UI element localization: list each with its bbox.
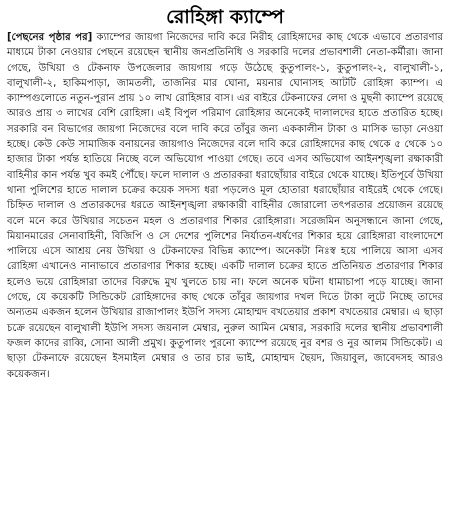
article-headline: রোহিঙ্গা ক্যাম্পে: [166, 6, 284, 28]
article-body: [7, 30, 443, 382]
continuation-tag: [পেছনের পৃষ্ঠার পর]: [7, 32, 93, 43]
article-body-text: ক্যাম্পের জায়গা নিজেদের দাবি করে নিরীহ রোহিঙ্গাদের কাছ থেকে এভাবে প্রতারণার মাধ্যমে টাকা নেওয়ার পেছনে রয়েছেন স্থানীয় জনপ্রতিনিধি ও সরকারি দলের প্রভাবশালী নেতা-কর্মীরা। জানা গেছে, উখিয়া ও টেকনাফ উপজেলার জায়গায় গড়ে উঠেছে কুতুপালং-১, কুতুপালং-২, বালুখালী-১, বালুখালী-২, হাকিমপাড়া, জামতলী, তাজনির মার ঘোনা, ময়নার ঘোনাসহ আটটি রোহিঙ্গা ক্যাম্প। এ ক্যাম্পগুলোতে নতুন-পুরান প্রায় ১০ লাখ রোহিঙ্গার বাস। এর বাইরে টেকনাফের লেদা ও মুছনী ক্যাম্পে রয়েছে আরও প্রায় ৩ লাখের বেশি রোহিঙ্গা। এই বিপুল পরিমাণ রোহিঙ্গার অনেকেই দালালদের হাতে প্রতারিত হচ্ছে। সরকারি বন বিভাগের জায়গা নিজেদের বলে দাবি করে তাঁবুর জন্য এককালীন টাকা ও মাসিক ভাড়া নেওয়া হচ্ছে। কেউ কেউ সামাজিক বনায়নের জায়গাও নিজেদের বলে দাবি করে রোহিঙ্গাদের কাছ থেকে ৫ থেকে ১০ হাজার টাকা পর্যন্ত হাতিয়ে নিচ্ছে বলে অভিযোগ পাওয়া গেছে। তবে এসব অভিযোগ আইনশৃঙ্খলা রক্ষাকারী বাহিনীর কান পর্যন্ত খুব কমই পৌঁছে। ফলে দালাল ও প্রতারকরা ধরাছোঁয়ার বাইরে থেকে যাচ্ছে। ইতিপূর্বে উখিয়া থানা পুলিশের হাতে দালাল চক্রের কয়েক সদস্য ধরা পড়লেও মূল হোতারা ধরাছোঁয়ার বাইরেই থেকে গেছে। চিহ্নিত দালাল ও প্রতারকদের ধরতে আইনশৃঙ্খলা রক্ষাকারী বাহিনীর জোরালো তৎপরতার প্রয়োজন রয়েছে বলে মনে করে উখিয়ার সচেতন মহল ও প্রতারণার শিকার রোহিঙ্গারা। সরেজমিন অনুসন্ধানে জানা গেছে, মিয়ানমারের সেনাবাহিনী, বিজিপি ও সে দেশের পুলিশের নির্যাতন-ধর্ষণের শিকার হয়ে রোহিঙ্গারা বাংলাদেশে পালিয়ে এসে আশ্রয় নেয় উখিয়া ও টেকনাফের বিভিন্ন ক্যাম্পে। অনেকটা নিঃস্ব হয়ে পালিয়ে আসা এসব রোহিঙ্গা এখানেও নানাভাবে প্রতারণার শিকার হচ্ছে। একটি দালাল চক্রের হাতে প্রতিনিয়ত প্রতারণার শিকার হলেও ভয়ে রোহিঙ্গারা তাদের বিরুদ্ধে মুখ খুলতে চায় না। ফলে অনেক ঘটনা ধামাচাপা পড়ে যাচ্ছে। জানা গেছে, যে কয়েকটি সিন্ডিকেট রোহিঙ্গাদের কাছ থেকে তাঁবুর জায়গার দখল দিতে টাকা লুটে নিচ্ছে তাদের অন্যতম একজন হলেন উখিয়ার রাজাপালং ইউপি সদস্য মোহাম্মদ বখতেয়ার প্রকাশ বখতেয়ার মেম্বার। এ ছাড়া চক্রে রয়েছেন বালুখালী ইউপি সদস্য জয়নাল মেম্বার, নুরুল আমিন মেম্বার, সরকারি দলের স্থানীয় প্রভাবশালী ফজল কাদের রাব্বি, সোনা আলী প্রমুখ। কুতুপালং পুরনো ক্যাম্পে রয়েছে নুর বশর ও নুর আলম সিন্ডিকেট। এ ছাড়া টেকনাফে রয়েছেন ইসমাইল মেম্বার ও তার চার ভাই, মোহাম্মদ ছৈয়দ, জিয়াবুল, জাবেদসহ আরও কয়েকজন।: [7, 32, 443, 380]
